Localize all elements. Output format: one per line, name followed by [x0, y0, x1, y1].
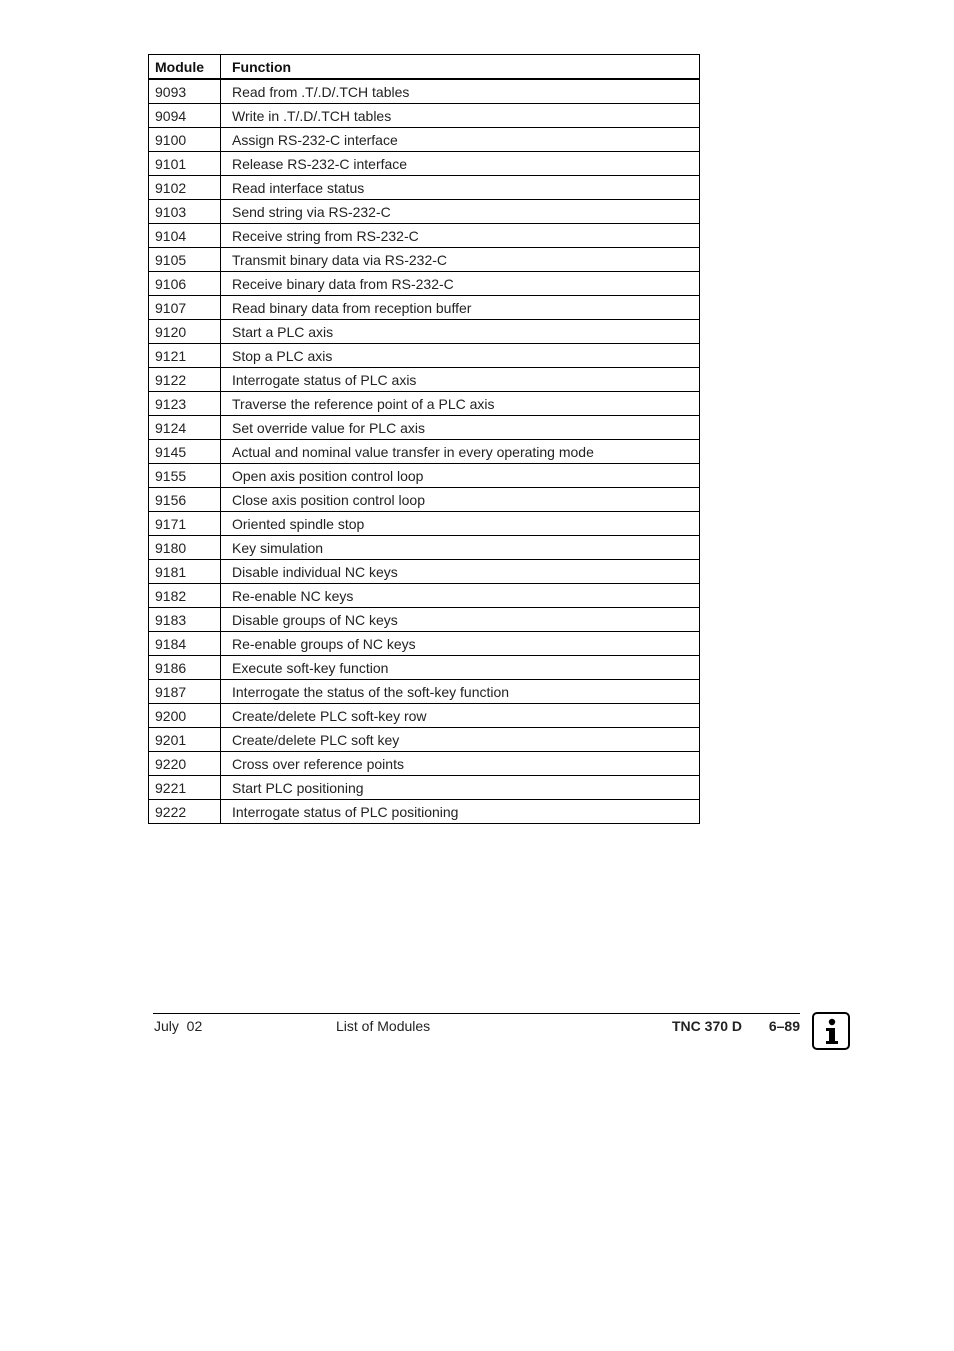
column-header-function: Function — [221, 55, 700, 80]
module-number-cell: 9222 — [149, 800, 221, 824]
function-description-cell: Set override value for PLC axis — [221, 416, 700, 440]
function-description-cell: Read from .T/.D/.TCH tables — [221, 79, 700, 104]
module-number-cell: 9094 — [149, 104, 221, 128]
table-row — [149, 344, 700, 368]
table-row — [149, 512, 700, 536]
module-number-cell: 9103 — [149, 200, 221, 224]
module-number-cell: 9171 — [149, 512, 221, 536]
function-description-cell: Re-enable groups of NC keys — [221, 632, 700, 656]
table-row — [149, 728, 700, 752]
module-number-cell: 9183 — [149, 608, 221, 632]
table-row — [149, 800, 700, 824]
table-row — [149, 776, 700, 800]
module-number-cell: 9145 — [149, 440, 221, 464]
table-row — [149, 560, 700, 584]
function-description-cell: Read interface status — [221, 176, 700, 200]
table-row — [149, 320, 700, 344]
table-row — [149, 248, 700, 272]
function-description-cell: Send string via RS-232-C — [221, 200, 700, 224]
module-number-cell: 9200 — [149, 704, 221, 728]
function-description-cell: Oriented spindle stop — [221, 512, 700, 536]
function-description-cell: Start a PLC axis — [221, 320, 700, 344]
function-description-cell: Interrogate status of PLC positioning — [221, 800, 700, 824]
function-description-cell: Close axis position control loop — [221, 488, 700, 512]
function-description-cell: Transmit binary data via RS-232-C — [221, 248, 700, 272]
module-number-cell: 9122 — [149, 368, 221, 392]
table-row — [149, 152, 700, 176]
module-number-cell: 9184 — [149, 632, 221, 656]
table-header-row — [149, 55, 700, 80]
module-number-cell: 9104 — [149, 224, 221, 248]
module-number-cell: 9101 — [149, 152, 221, 176]
function-description-cell: Start PLC positioning — [221, 776, 700, 800]
info-icon — [812, 1012, 850, 1050]
module-number-cell: 9156 — [149, 488, 221, 512]
module-number-cell: 9105 — [149, 248, 221, 272]
table-row — [149, 608, 700, 632]
module-number-cell: 9106 — [149, 272, 221, 296]
table-row — [149, 656, 700, 680]
function-description-cell: Actual and nominal value transfer in every operating mode — [221, 440, 700, 464]
module-number-cell: 9201 — [149, 728, 221, 752]
table-row — [149, 752, 700, 776]
module-table — [148, 54, 700, 824]
table-body — [149, 79, 700, 824]
function-description-cell: Cross over reference points — [221, 752, 700, 776]
module-number-cell: 9187 — [149, 680, 221, 704]
module-number-cell: 9124 — [149, 416, 221, 440]
module-number-cell: 9093 — [149, 79, 221, 104]
function-description-cell: Write in .T/.D/.TCH tables — [221, 104, 700, 128]
footer-title: List of Modules — [336, 1018, 431, 1034]
table-row — [149, 79, 700, 104]
module-number-cell: 9107 — [149, 296, 221, 320]
table-row — [149, 704, 700, 728]
function-description-cell: Execute soft-key function — [221, 656, 700, 680]
table-row — [149, 368, 700, 392]
module-number-cell: 9100 — [149, 128, 221, 152]
function-description-cell: Read binary data from reception buffer — [221, 296, 700, 320]
column-header-module: Module — [149, 55, 221, 80]
table-row — [149, 416, 700, 440]
function-description-cell: Release RS-232-C interface — [221, 152, 700, 176]
module-number-cell: 9221 — [149, 776, 221, 800]
footer-product: TNC 370 D — [672, 1018, 743, 1034]
function-description-cell: Disable individual NC keys — [221, 560, 700, 584]
function-description-cell: Create/delete PLC soft key — [221, 728, 700, 752]
table-row — [149, 296, 700, 320]
function-description-cell: Disable groups of NC keys — [221, 608, 700, 632]
function-description-cell: Re-enable NC keys — [221, 584, 700, 608]
table-row — [149, 488, 700, 512]
function-description-cell: Interrogate status of PLC axis — [221, 368, 700, 392]
table-row — [149, 104, 700, 128]
module-number-cell: 9220 — [149, 752, 221, 776]
table-row — [149, 224, 700, 248]
function-description-cell: Receive binary data from RS-232-C — [221, 272, 700, 296]
function-description-cell: Create/delete PLC soft-key row — [221, 704, 700, 728]
function-description-cell: Open axis position control loop — [221, 464, 700, 488]
module-number-cell: 9121 — [149, 344, 221, 368]
table-row — [149, 536, 700, 560]
table-row — [149, 392, 700, 416]
table-row — [149, 128, 700, 152]
table-row — [149, 200, 700, 224]
module-number-cell: 9186 — [149, 656, 221, 680]
table-row — [149, 464, 700, 488]
function-description-cell: Stop a PLC axis — [221, 344, 700, 368]
module-number-cell: 9155 — [149, 464, 221, 488]
function-description-cell: Traverse the reference point of a PLC axis — [221, 392, 700, 416]
table-row — [149, 632, 700, 656]
function-description-cell: Key simulation — [221, 536, 700, 560]
page-footer — [153, 1013, 800, 1038]
module-number-cell: 9120 — [149, 320, 221, 344]
footer-page-number: 6–89 — [768, 1018, 800, 1034]
footer-date: July 02 — [154, 1018, 203, 1034]
module-number-cell: 9180 — [149, 536, 221, 560]
function-description-cell: Interrogate the status of the soft-key function — [221, 680, 700, 704]
table-row — [149, 584, 700, 608]
table-row — [149, 272, 700, 296]
module-number-cell: 9181 — [149, 560, 221, 584]
module-number-cell: 9182 — [149, 584, 221, 608]
module-number-cell: 9102 — [149, 176, 221, 200]
function-description-cell: Receive string from RS-232-C — [221, 224, 700, 248]
module-number-cell: 9123 — [149, 392, 221, 416]
table-row — [149, 440, 700, 464]
table-row — [149, 176, 700, 200]
function-description-cell: Assign RS-232-C interface — [221, 128, 700, 152]
table-header — [149, 55, 700, 80]
table-row — [149, 680, 700, 704]
